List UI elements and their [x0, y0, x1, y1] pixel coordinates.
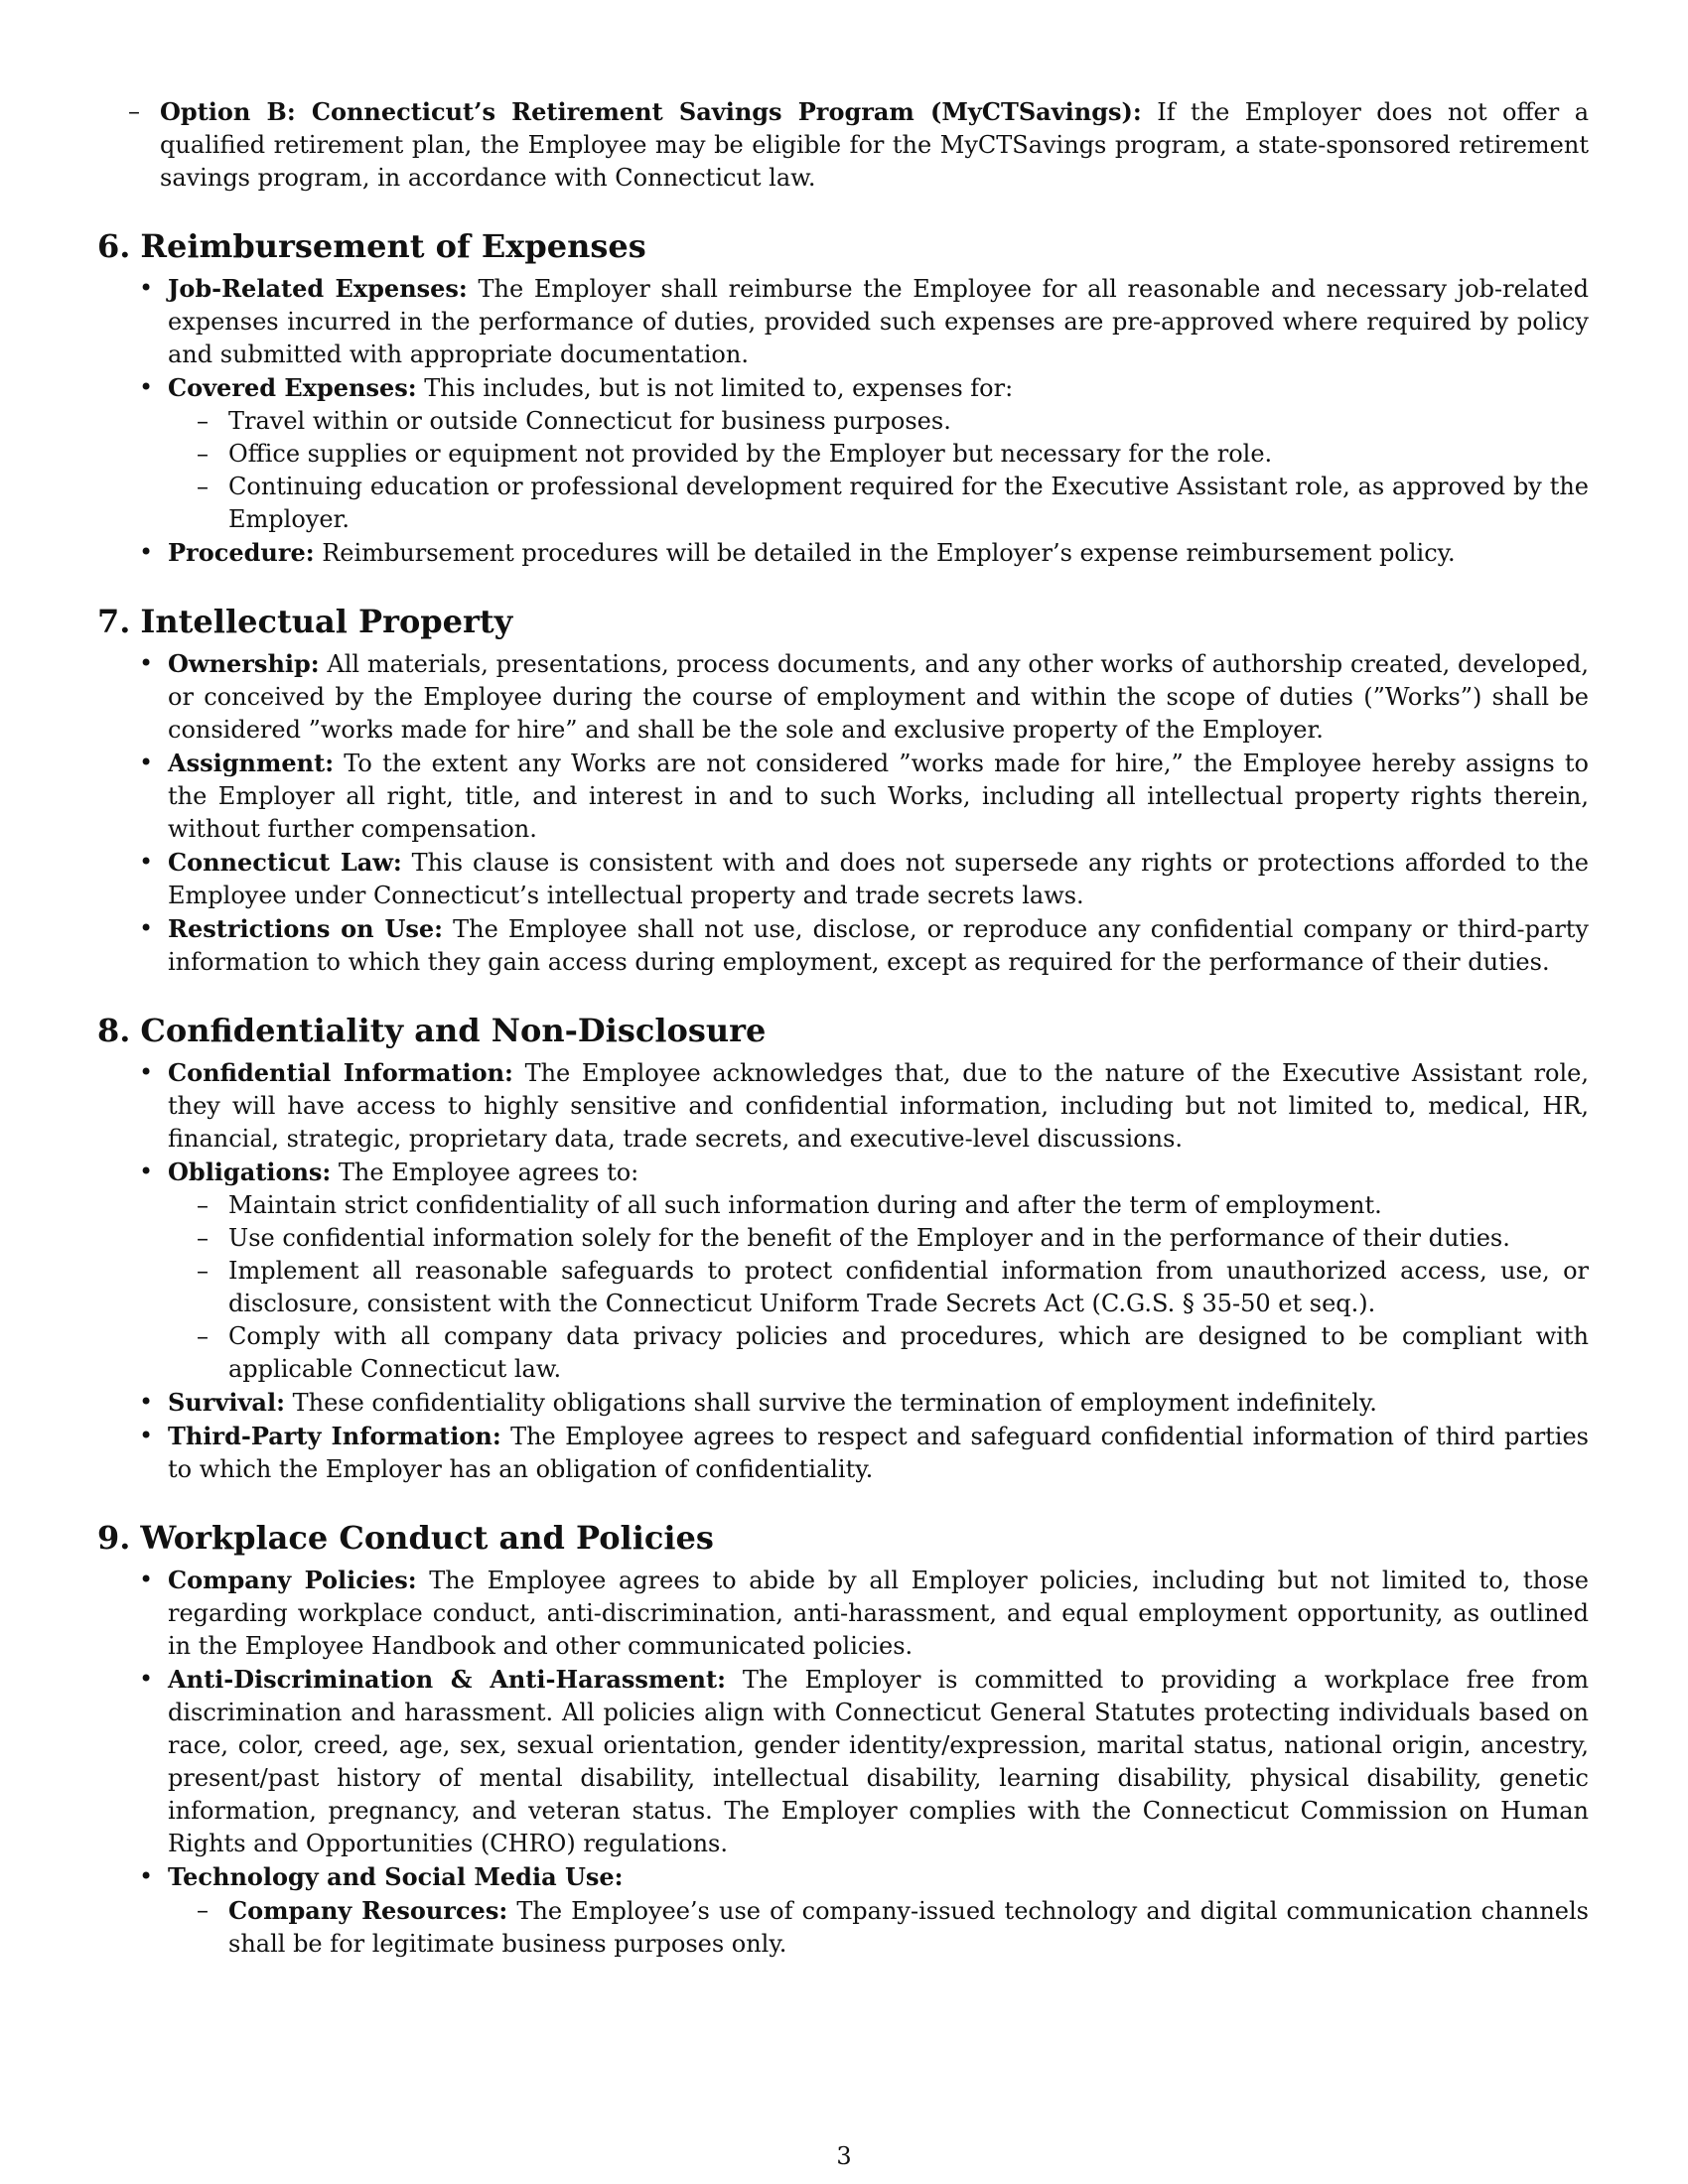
section-workplace-conduct: [99, 1518, 1589, 1961]
list-item: [99, 95, 1589, 195]
list-item: • Anti-Discrimination & Anti-Harassment: The Employer is committed to providing a workplace free from discrimination and harassment. All policies align with Connecticut General Statutes protecting individuals based on race, color, creed, age, sex, sexual orientation, gender identity/expression, marital status, national origin, ancestry, present/past history of mental disability, intellectual disability, learning disability, physical disability, genetic information, pregnancy, and veteran status. The Employer complies with the Connecticut Commission on Human Rights and Opportunities (CHRO) regulations.: [99, 1663, 1589, 1860]
section-list: [99, 1564, 1589, 1961]
sub-list: [168, 405, 1589, 536]
section-reimbursement: [99, 226, 1589, 570]
list-item: • Survival: These confidentiality obligations shall survive the termination of employment indefinitely.: [99, 1386, 1589, 1420]
section-list: [99, 1056, 1589, 1486]
sub-list-item: – Travel within or outside Connecticut for business purposes.: [168, 405, 1589, 438]
item-label: Option B: Connecticut’s Retirement Savings Program (MyCTSavings):: [160, 97, 1142, 126]
list-item: • Covered Expenses: This includes, but is not limited to, expenses for: – Travel within or outside Connecticut for business purposes. – Office supplies or equipment not provided by the Employer but necessary for the role. – Continuing education or professional development required for the Executive Assistant role, as approved by the Employer.: [99, 371, 1589, 536]
sub-list-item: – Use confidential information solely for the benefit of the Employer and in the performance of their duties.: [168, 1222, 1589, 1255]
continued-list: [99, 95, 1589, 195]
sub-list-item: – Maintain strict confidentiality of all such information during and after the term of employment.: [168, 1189, 1589, 1222]
list-item: • Connecticut Law: This clause is consistent with and does not supersede any rights or protections afforded to the Employee under Connecticut’s intellectual property and trade secrets laws.: [99, 846, 1589, 912]
list-item: • Job-Related Expenses: The Employer shall reimburse the Employee for all reasonable and necessary job-related expenses incurred in the performance of duties, provided such expenses are pre-approved where required by policy and submitted with appropriate documentation.: [99, 272, 1589, 371]
sub-list-item: – Continuing education or professional development required for the Executive Assistant role, as approved by the Employer.: [168, 471, 1589, 536]
section-intellectual-property: [99, 602, 1589, 979]
list-item: • Assignment: To the extent any Works are not considered ”works made for hire,” the Employee hereby assigns to the Employer all right, title, and interest in and to such Works, including all intellectual property rights therein, without further compensation.: [99, 747, 1589, 846]
section-heading: 6. Reimbursement of Expenses: [97, 227, 646, 265]
sub-list-item: – Implement all reasonable safeguards to protect confidential information from unauthorized access, use, or disclosure, consistent with the Connecticut Uniform Trade Secrets Act (C.G.S. § 35-50 et seq.).: [168, 1255, 1589, 1320]
document-page: [99, 95, 1589, 1961]
sub-list-item: – Company Resources: The Employee’s use of company-issued technology and digital communication channels shall be for legitimate business purposes only.: [168, 1894, 1589, 1961]
page-number: 3: [836, 2142, 852, 2170]
sub-list-item: – Office supplies or equipment not provided by the Employer but necessary for the role.: [168, 438, 1589, 471]
list-item: • Procedure: Reimbursement procedures will be detailed in the Employer’s expense reimbursement policy.: [99, 536, 1589, 570]
list-item: • Third-Party Information: The Employee agrees to respect and safeguard confidential information of third parties to which the Employer has an obligation of confidentiality.: [99, 1420, 1589, 1486]
list-item: • Ownership: All materials, presentations, process documents, and any other works of authorship created, developed, or conceived by the Employee during the course of employment and within the scope of duties (”Works”) shall be considered ”works made for hire” and shall be the sole and exclusive property of the Employer.: [99, 647, 1589, 747]
list-item: • Confidential Information: The Employee acknowledges that, due to the nature of the Executive Assistant role, they will have access to highly sensitive and confidential information, including but not limited to, medical, HR, financial, strategic, proprietary data, trade secrets, and executive-level discussions.: [99, 1056, 1589, 1156]
section-heading: 9. Workplace Conduct and Policies: [97, 1519, 714, 1557]
sub-list: [168, 1189, 1589, 1386]
section-confidentiality: [99, 1011, 1589, 1486]
list-item: • Company Policies: The Employee agrees to abide by all Employer policies, including but not limited to, those regarding workplace conduct, anti-discrimination, anti-harassment, and equal employment opportunity, as outlined in the Employee Handbook and other communicated policies.: [99, 1564, 1589, 1663]
list-item: • Obligations: The Employee agrees to: – Maintain strict confidentiality of all such information during and after the term of employment. – Use confidential information solely for the benefit of the Employer and in the performance of their duties. – Implement all reasonable safeguards to protect confidential information from unauthorized access, use, or disclosure, consistent with the Connecticut Uniform Trade Secrets Act (C.G.S. § 35-50 et seq.). – Comply with all company data privacy policies and procedures, which are designed to be compliant with applicable Connecticut law.: [99, 1156, 1589, 1386]
section-heading: 7. Intellectual Property: [97, 603, 513, 640]
section-list: [99, 647, 1589, 979]
section-heading: 8. Confidentiality and Non-Disclosure: [97, 1012, 767, 1049]
item-text: If the Employer does not offer a qualified retirement plan, the Employee may be eligible for the MyCTSavings program, a state-sponsored retirement savings program, in accordance with Connecticut law.: [160, 98, 1590, 192]
sub-list: [168, 1894, 1589, 1961]
sub-list-item: – Comply with all company data privacy policies and procedures, which are designed to be compliant with applicable Connecticut law.: [168, 1320, 1589, 1386]
section-list: [99, 272, 1589, 570]
list-item: • Restrictions on Use: The Employee shall not use, disclose, or reproduce any confidential company or third-party information to which they gain access during employment, except as required for the performance of their duties.: [99, 912, 1589, 979]
list-item: • Technology and Social Media Use: – Company Resources: The Employee’s use of company-issued technology and digital communication channels shall be for legitimate business purposes only.: [99, 1860, 1589, 1961]
